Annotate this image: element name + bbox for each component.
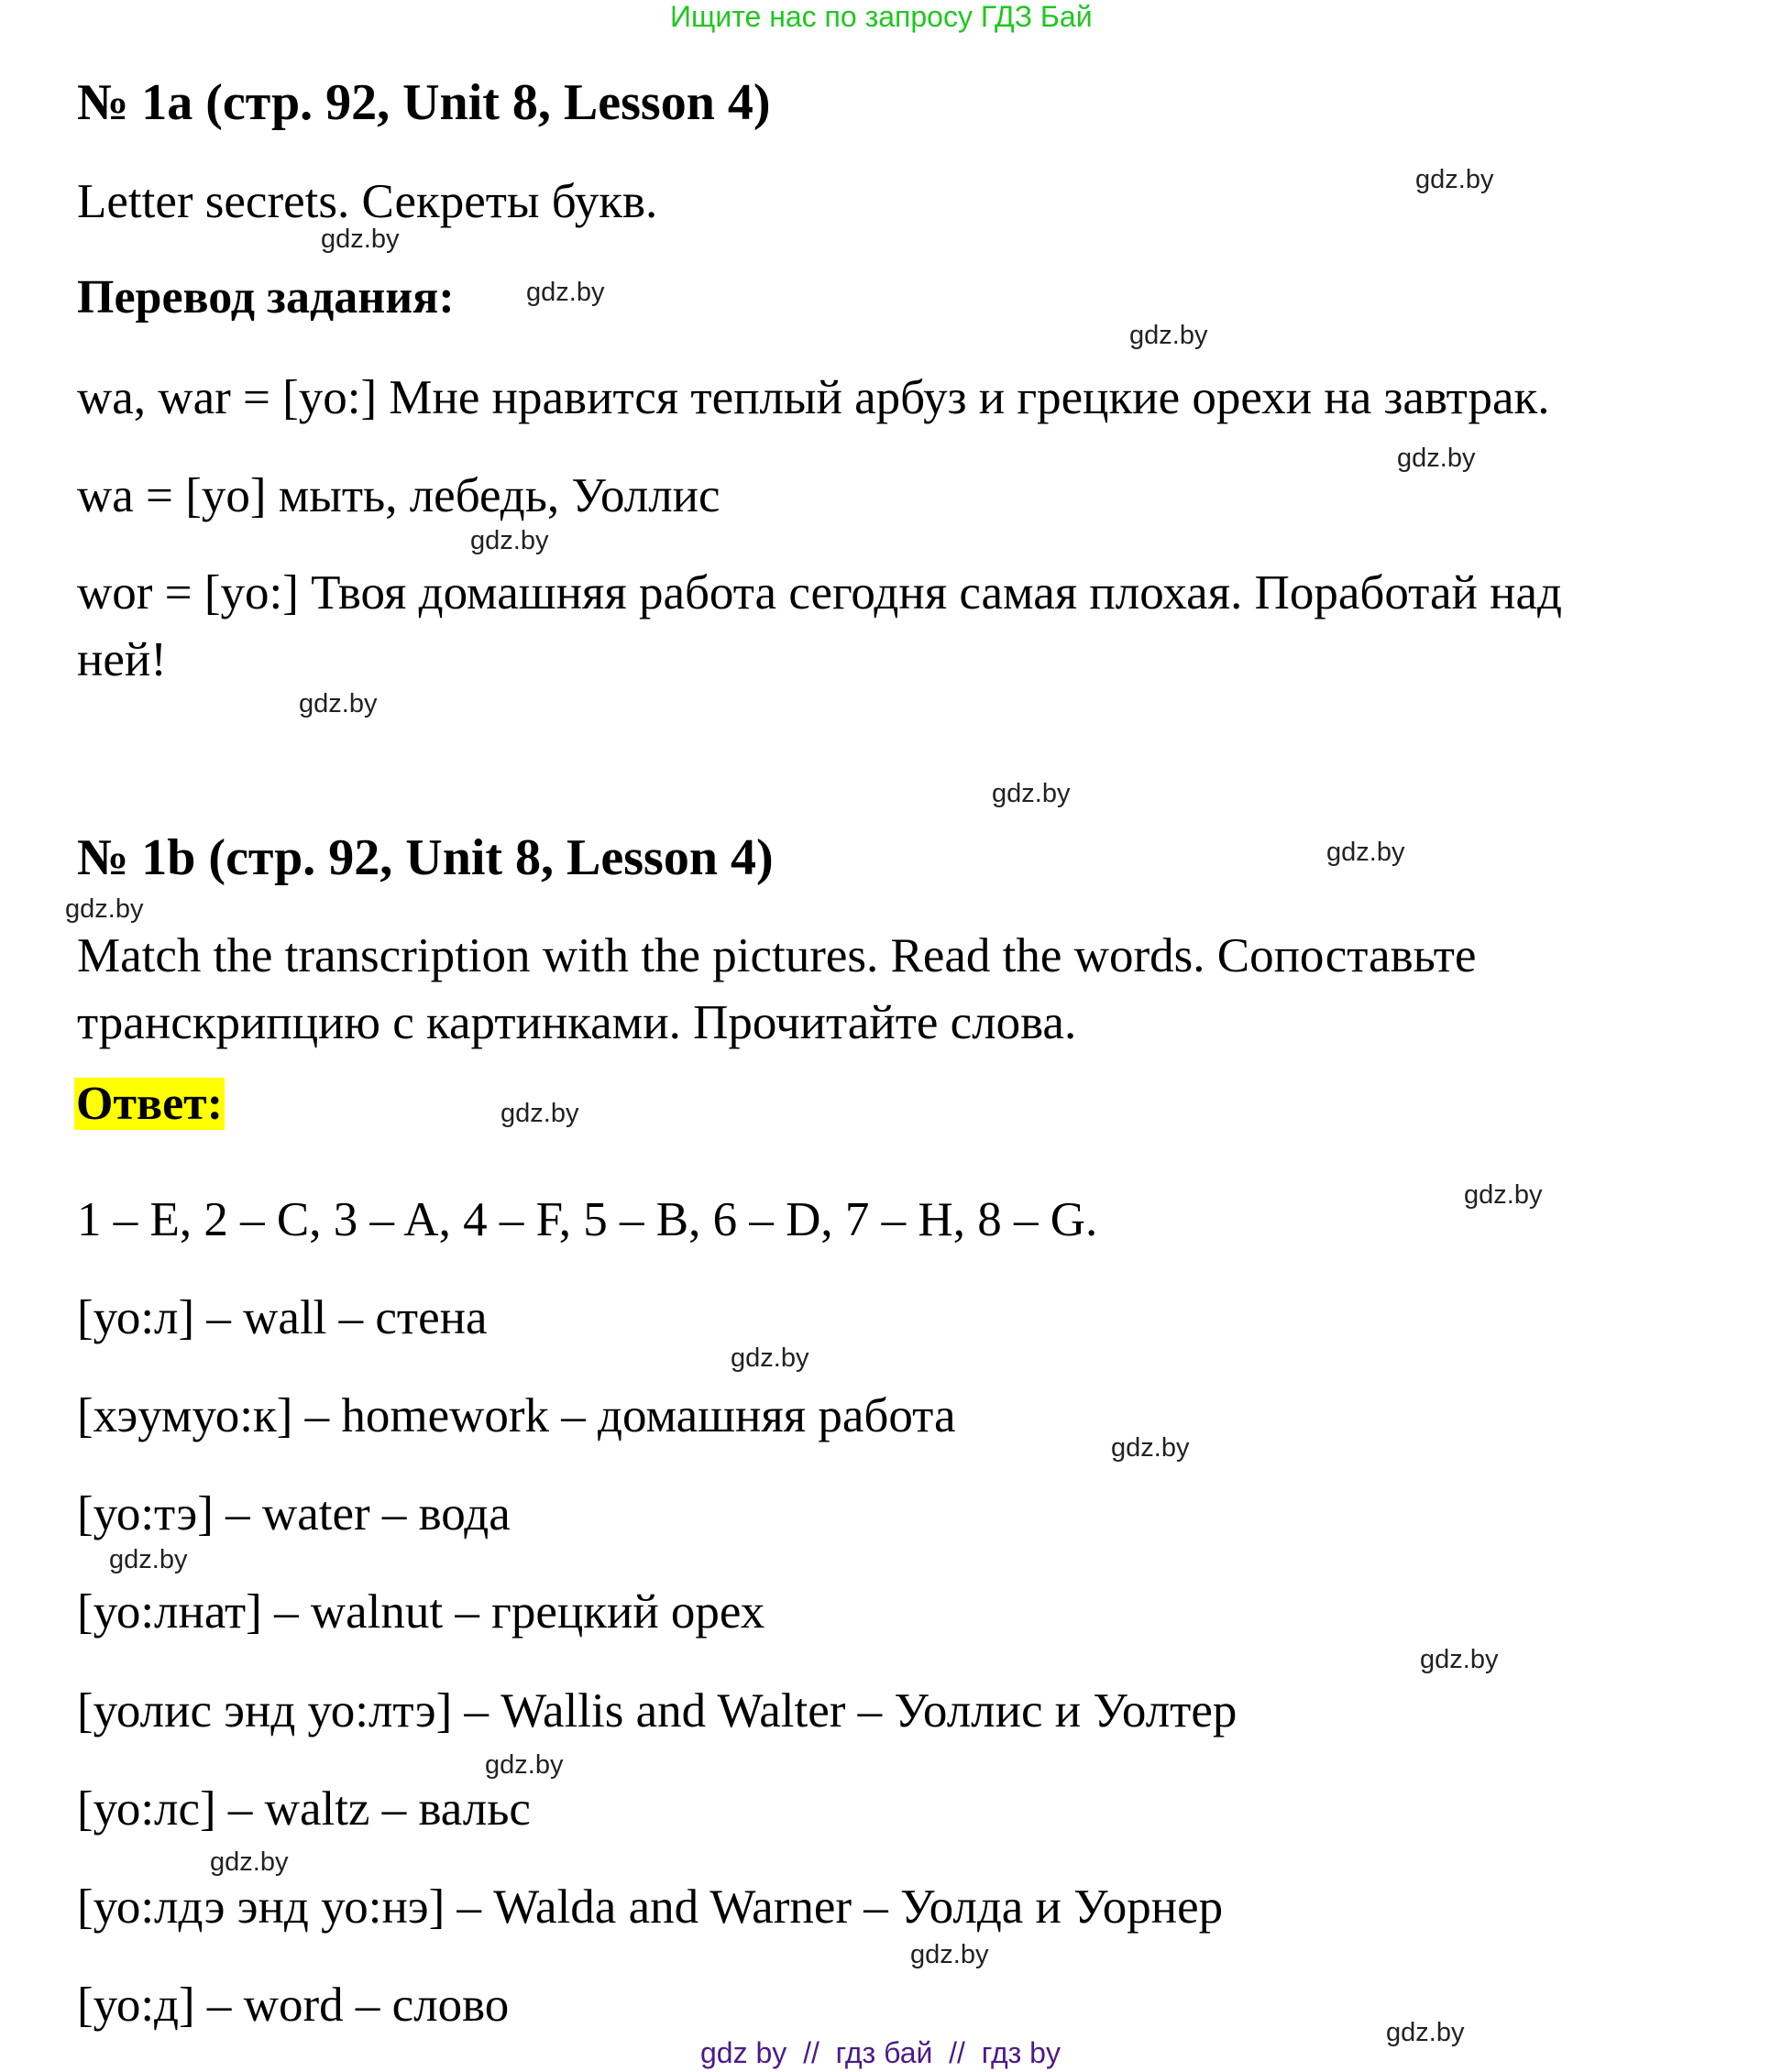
watermark: gdz.by	[1111, 1433, 1190, 1463]
watermark: gdz.by	[526, 278, 605, 307]
watermark: gdz.by	[485, 1750, 564, 1780]
translation-line: wor = [yo:] Твоя домашняя работа сегодня самая плохая. Поработай над	[77, 566, 1562, 619]
watermark: gdz.by	[1420, 1645, 1499, 1674]
answer-label	[74, 1076, 225, 1133]
word-item: [уо:тэ] – water – вода	[77, 1487, 511, 1540]
watermark: gdz.by	[500, 1099, 579, 1128]
translation-line: wa = [yo] мыть, лебедь, Уоллис	[77, 469, 720, 522]
answer-highlight: Ответ:	[76, 1078, 224, 1130]
translation-label: Перевод задания:	[77, 271, 455, 323]
answer-matches: 1 – E, 2 – C, 3 – A, 4 – F, 5 – B, 6 – D, 7 – H, 8 – G.	[77, 1193, 1098, 1246]
task-1a-instruction: Letter secrets. Секреты букв.	[77, 175, 658, 228]
watermark: gdz.by	[109, 1545, 188, 1574]
task-1b-title: № 1b (стр. 92, Unit 8, Lesson 4)	[77, 829, 774, 886]
word-item: [хэумуо:к] – homework – домашняя работа	[77, 1389, 956, 1442]
word-item: [уо:д] – word – слово	[77, 1979, 510, 2032]
task-1a-title: № 1a (стр. 92, Unit 8, Lesson 4)	[77, 74, 771, 131]
task-1b-instruction: транскрипцию с картинками. Прочитайте слова.	[77, 996, 1077, 1049]
watermark: gdz.by	[731, 1343, 809, 1373]
search-banner: Ищите нас по запросу ГДЗ Бай	[670, 0, 1093, 33]
footer-links: gdz by // гдз бай // гдз by	[700, 2036, 1061, 2069]
watermark: gdz.by	[1464, 1180, 1543, 1210]
word-item: [уо:лнат] – walnut – грецкий орех	[77, 1585, 765, 1639]
word-item: [уолис энд уо:лтэ] – Wallis and Walter – Уоллис и Уолтер	[77, 1684, 1238, 1738]
word-item: [уо:л] – wall – стена	[77, 1291, 488, 1344]
watermark: gdz.by	[321, 225, 400, 254]
translation-line: wa, war = [yo:] Мне нравится теплый арбуз и грецкие орехи на завтрак.	[77, 371, 1550, 424]
watermark: gdz.by	[1415, 165, 1494, 194]
task-1b-instruction: Match the transcription with the pictures. Read the words. Сопоставьте	[77, 929, 1477, 982]
watermark: gdz.by	[299, 689, 378, 718]
watermark: gdz.by	[910, 1940, 989, 1969]
watermark: gdz.by	[210, 1847, 289, 1877]
word-item: [уо:лс] – waltz – вальс	[77, 1782, 531, 1836]
watermark: gdz.by	[65, 894, 144, 924]
watermark: gdz.by	[1386, 2018, 1465, 2047]
watermark: gdz.by	[992, 779, 1071, 808]
watermark: gdz.by	[1129, 321, 1208, 350]
watermark: gdz.by	[470, 526, 549, 555]
watermark: gdz.by	[1326, 838, 1405, 867]
translation-line: ней!	[77, 633, 167, 686]
watermark: gdz.by	[1397, 444, 1476, 473]
word-item: [уо:лдэ энд уо:нэ] – Walda and Warner – Уолда и Уорнер	[77, 1880, 1224, 1934]
